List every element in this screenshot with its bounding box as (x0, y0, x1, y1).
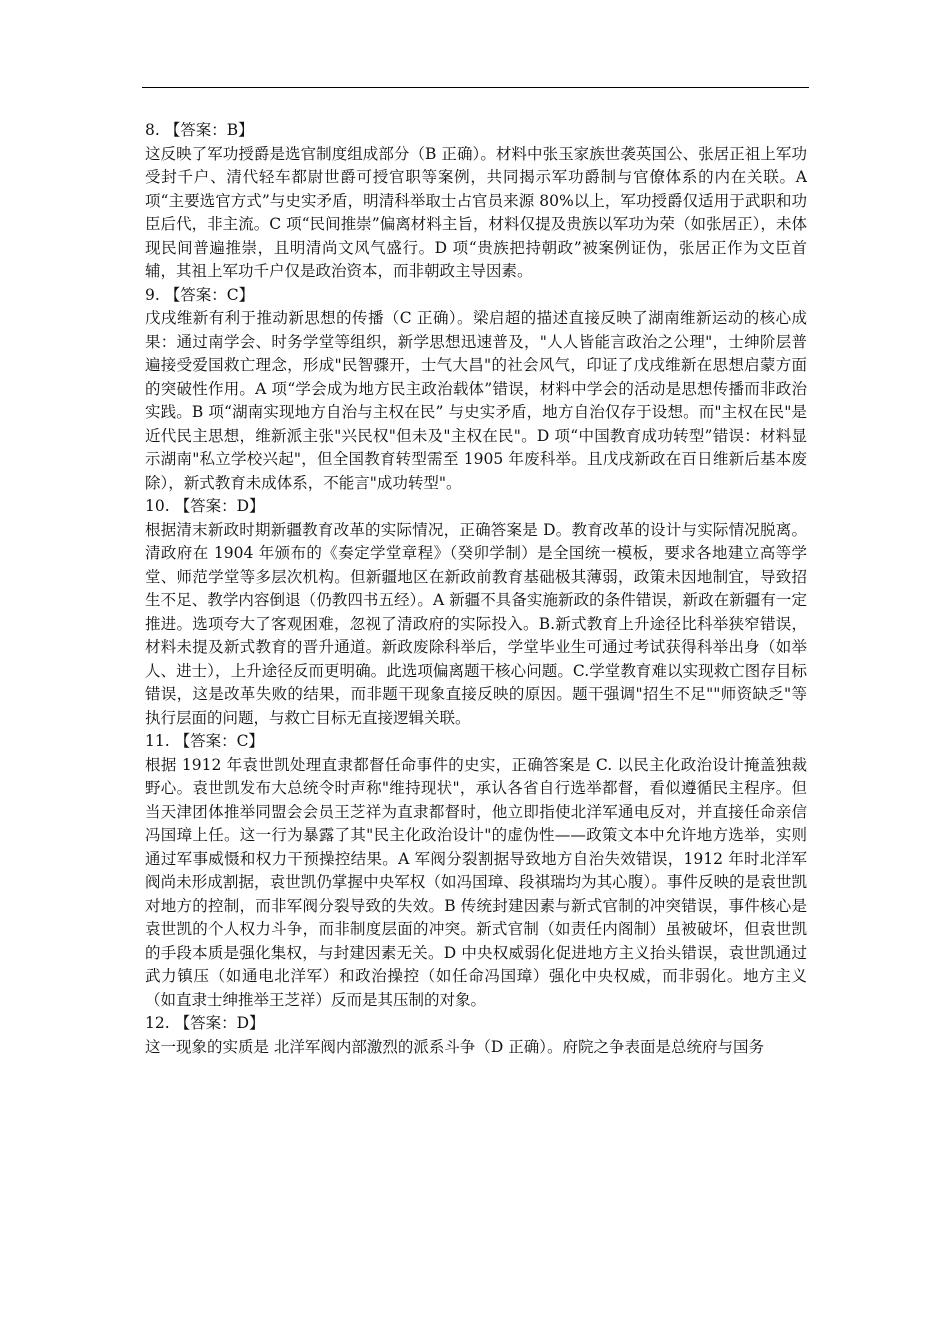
header-rule (142, 87, 809, 88)
explanation-8: 这反映了军功授爵是选官制度组成部分（B 正确）。材料中张玉家族世袭英国公、张居正祖上军功受封千户、清代轻车都尉世爵可授官职等案例，共同揭示军功爵制与官僚体系的内在关联。A 项“主要选官方式”与史实矛盾，明清科举取士占官员来源 80%以上，军功授爵仅适用于武职和功臣后代，非主流。C 项“民间推崇”偏离材料主旨，材料仅提及贵族以军功为荣（如张居正），未体现民间普遍推崇，且明清尚文风气盛行。D 项“贵族把持朝政”被案例证伪，张居正作为文臣首辅，其祖上军功千户仅是政治资本，而非朝政主导因素。 (145, 144, 807, 280)
explanation-9: 戊戌维新有利于推动新思想的传播（C 正确）。梁启超的描述直接反映了湖南维新运动的核心成果：通过南学会、时务学堂等组织，新学思想迅速普及，"人人皆能言政治之公理"，士绅阶层普遍接受爱国救亡理念，形成"民智骤开，士气大昌"的社会风气，印证了戊戌维新在思想启蒙方面的突破性作用。A 项“学会成为地方民主政治载体”错误，材料中学会的活动是思想传播而非政治实践。B 项“湖南实现地方自治与主权在民” 与史实矛盾，地方自治仅存于设想。而"主权在民"是近代民主思想，维新派主张"兴民权"但未及"主权在民"。D 项“中国教育成功转型”错误：材料显示湖南"私立学校兴起"，但全国教育转型需至 1905 年废科举。且戊戌新政在百日维新后基本废除），新式教育未成体系，不能言"成功转型"。 (145, 309, 807, 492)
answer-explanations (145, 119, 807, 1059)
explanation-10: 根据清末新政时期新疆教育改革的实际情况，正确答案是 D。教育改革的设计与实际情况脱离。清政府在 1904 年颁布的《奏定学堂章程》（癸卯学制）是全国统一模板，要求各地建立高等学堂、师范学堂等多层次机构。但新疆地区在新政前教育基础极其薄弱，政策未因地制宜，导致招生不足、教学内容倒退（仍教四书五经）。A 新疆不具备实施新政的条件错误，新政在新疆有一定推进。选项夸大了客观困难，忽视了清政府的实际投入。B.新式教育上升途径比科举狭窄错误，材料未提及新式教育的晋升通道。新政废除科举后，学堂毕业生可通过考试获得科举出身（如举人、进士），上升途径反而更明确。此选项偏离题干核心问题。C.学堂教育难以实现救亡图存目标错误，这是改革失败的结果，而非题干现象直接反映的原因。题干强调"招生不足""师资缺乏"等执行层面的问题，与救亡目标无直接逻辑关联。 (145, 520, 807, 727)
explanation-12: 这一现象的实质是 北洋军阀内部激烈的派系斗争（D 正确）。府院之争表面是总统府与国务 (145, 1037, 765, 1056)
answer-10: 10. 【答案：D】 (145, 497, 265, 515)
answer-9: 9. 【答案：C】 (145, 285, 255, 304)
answer-11: 11. 【答案：C】 (145, 732, 264, 750)
answer-12: 12. 【答案：D】 (145, 1014, 265, 1032)
answer-8: 8. 【答案：B】 (145, 121, 254, 139)
explanation-11: 根据 1912 年袁世凯处理直隶都督任命事件的史实，正确答案是 C. 以民主化政治设计掩盖独裁野心。袁世凯发布大总统令时声称"维持现状"，承认各省自行选举都督，看似遵循民主程序。但当天津团体推举同盟会会员王芝祥为直隶都督时，他立即指使北洋军通电反对，并直接任命亲信冯国璋上任。这一行为暴露了其"民主化政治设计"的虚伪性——政策文本中允许地方选举，实则通过军事威慑和权力干预操控结果。A 军阀分裂割据导致地方自治失效错误，1912 年时北洋军阀尚未形成割据，袁世凯仍掌握中央军权（如冯国璋、段祺瑞均为其心腹）。事件反映的是袁世凯对地方的控制，而非军阀分裂导致的失效。B 传统封建因素与新式官制的冲突错误，事件核心是袁世凯的个人权力斗争，而非制度层面的冲突。新式官制（如责任内阁制）虽被破坏，但袁世凯的手段本质是强化集权，与封建因素无关。D 中央权威弱化促进地方主义抬头错误，袁世凯通过武力镇压（如通电北洋军）和政治操控（如任命冯国璋）强化中央权威，而非弱化。地方主义（如直隶士绅推举王芝祥）反而是其压制的对象。 (145, 755, 807, 1009)
